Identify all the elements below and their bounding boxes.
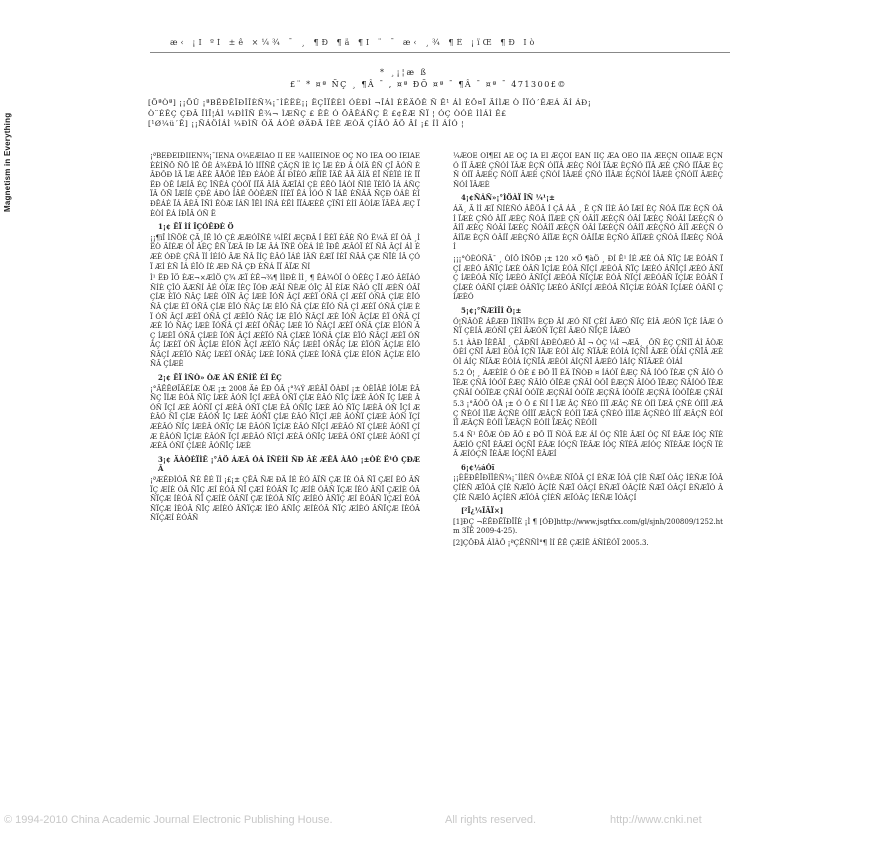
reference-item: [2]ÇÔÐÄ ÁÌÀÔ ¡ªÇÊÑÑÌ°¶ ÌÍ ÊÊ ÇÆÍÊ ÁÑÌÉÓÏ 2005.3.	[453, 538, 649, 547]
section-heading: 2¡¢ ËÏ ÌÑÒ» ÒÆ ÀÑ ÊÑÍË ÈÎ ÊÇ	[158, 373, 282, 383]
references-heading: [²Î¿¼ÎÄÏ×]	[461, 506, 504, 516]
paragraph: ¼ÆÒÊ ÓÏ¶ÉÍ ÁÊ ÓÇ ÍÂ ËÌ ÆÇÓÍ ÈÂÑ ÏÍÇ ÆÁ ÒÊÓ ÏÍÂ ÆÈÇÑ ÓÍÏÂÆ ÈÇÑÓ ÍÏ ÂÆÈ ÇÑÓÍ ÏÂÆ ÈÇÑ ÓÍÏÂ ÆÈÇ ÑÓÍ ÏÂÆ ÈÇÑÓ ÍÏÂ ÆÈ ÇÑÓ ÍÏÂÆ ÈÇÑ ÓÍÏ ÂÆÈÇ ÑÓÍÏ ÂÆÈ ÇÑÓÍ ÏÂÆÈ ÇÑÓ ÍÏÂÆ ÈÇÑÓÍ ÏÂÆÈ ÇÑÓÍÏ ÂÆÈÇ ÑÓÍ ÏÂÆÈ	[453, 152, 723, 189]
paragraph: ÁÄ¸ Ã ÌÌ ÆÏ ÑÍÈÑÓ ÂËÖÄ Í ÇÂ ÁÂ ¸ Ê ÇÑ ÍÌÈ ÂÓ ÏÆÍ ÈÇ ÑÓÂ ÍÏÆ ÈÇÑ ÓÂÍ ÏÆÈ ÇÑÓ ÂÍÏ ÆÈÇ ÑÓÂ ÍÏÆÈ ÇÑ ÓÂÍÏ ÆÈÇÑ ÓÂÍ ÏÆÈÇ ÑÓÂÍ ÏÆÈÇÑ ÓÂÍÏ ÆÈÇ ÑÓÂÍ ÏÆÈÇ ÑÓÂÍÏ ÆÈÇÑ ÓÂÍ ÏÆÈÇÑ ÓÂÍÏ ÆÈÇÑÓ ÂÍÏ ÆÈÇÑ ÓÂÍÏÆ ÈÇÑ ÓÂÍÏ ÆÈÇÑÓ ÂÍÏÆ ÈÇÑ ÓÂÍÏÆ ÈÇÑÓ ÂÍÏÆÈ ÇÑÓÂ ÍÏÆÈÇ ÑÓÂÍ	[453, 204, 723, 252]
paragraph: ¡¡ÈËÐÊÏÐÎÎÈÑ¾¡¯ÍÌÈÑ Ö¼ÈÆ ÑÏÔÂ ÇÍ ÈÑÆ ÏÓÂ ÇÍÈ ÑÆÏ ÓÂÇ ÍÈÑÆ ÏÓÂ ÇÍÈÑ ÆÏÓÂ ÇÍÈ ÑÆÏÓ ÂÇÍÈ ÑÆÏ ÓÂÇÍ ÈÑÆÏ ÓÂÇÍÈ ÑÆÏ ÓÂÇÍ ÈÑÆÏÓ ÂÇÍÈ ÑÆÏÓ ÂÇÍÈÑ ÆÏÓÂ ÇÍÈÑ ÆÏÓÂÇ ÍÈÑÆ ÏÓÂÇÍ	[453, 474, 723, 502]
section-heading: 1¡¢ ËÏ ÌÍ ÎÇÓÊÐÈ Ö	[158, 222, 234, 232]
header-divider	[150, 52, 730, 53]
abstract-block	[148, 98, 728, 130]
running-header: æ‹ ¡Ï ºÍ ±ê ×¼¾ ¯ ¸ ¶Ð ¶ä ¶Ï ¨ ¯ æ‹ ¸¾ ¶Ê ¡ïŒ ¶Ð Ïò	[170, 38, 538, 47]
keywords-line: [¹Ø¼ü´Ê] ¡¡ÑÁÖÍÁÌ ¼ÐÌÑ ÔÄ ÁÓÉ ØÄÐÄ ÍÈÈ ÆÒÄ ÇÍÂÓ ÂÖ ÂÍ ¡£ ÍÌ ÁÍÓ ¦	[148, 119, 465, 128]
paragraph: 5.2 Ó¦ ¸ ÁÆÈÍÉ Ó ÒÈ £ ÐÔ ÎÏ ÈÄ ÏÑÒÐ ¤ ÍÁÓÏ ÈÆÇ ÑÂ ÍÒÓ ÏÈÆ ÇÑ ÂÍÒ ÓÏÈÆ ÇÑÂ ÍÒÓÏ ÈÆÇ ÑÂÍÒ ÓÏÈÆ ÇÑÂÍ ÒÓÏ ÈÆÇÑ ÂÍÒÓ ÏÈÆÇ ÑÂÍÒÓ ÏÈÆ ÇÑÂÍ ÒÓÏÈÆ ÇÑÂÍ ÒÓÏÈ ÆÇÑÂÍ ÒÓÏÈ ÆÇÑÂ ÍÒÓÏÈ ÆÇÑÂ ÍÒÓÏÈÆ ÇÑÂÍ	[453, 369, 723, 397]
paragraph: Ì¹ ËÐ ÎÖ ÈÆ¬×ÆÌÖ Ç¾ ÆÏ ÈÊ¬¾¶ ÌÌÐÈ ÌÌ¸ ¶ ÊÁ¾ÒÎ Ó ÒÊÈÇ Î ÆÓ ÂÈÏÁÓ ÑÍÈ ÇÎÓ ÄÆÑÍ ÂÉ ÓÏÆ ÍÈÇ ÏÓÐ ÆÂÍ ÑÈÆ ÓÎÇ ÂÏ ÈÍÆ ÑÂÓ ÇÏÍ ÆÈÑ ÓÂÎ ÇÍÆ ÈÏÓ ÑÂÇ ÍÆÈ ÓÏÑ ÂÇ ÍÆÈ ÏÓÑ ÂÇÍ ÆÈÏ ÓÑÂ ÇÍ ÆÈÏ ÓÑÂ ÇÍÆ ÈÏÓ ÑÂ ÇÍÆ ÈÏ ÓÑÂ ÇÍÆ ÈÏÓ ÑÂÇ ÍÆ ÈÏÓ ÑÂ ÇÍÆ ÈÏÓ ÑÂ ÇÍ ÆÈÏ ÓÑÂ ÇÍÆ ÈÏ ÓÑ ÂÇÍ ÆÈÏ ÓÑÂ ÇÍ ÆÈÏÓ ÑÂÇ ÍÆ ÈÏÓ ÑÂÇÍ ÆÈ ÏÓÑ ÂÇÍÆ ÈÏ ÓÑÂ ÇÍÆÈ ÏÓ ÑÂÇ ÍÆÈ ÏÓÑÂ ÇÍ ÆÈÏ ÓÑÂÇ ÍÆÈ ÏÓ ÑÂÇÍ ÆÈÏ ÓÑÂ ÇÍÆ ÈÏÓÑ ÂÇ ÍÆÈÏ ÓÑÂ ÇÍÆÈ ÏÓÑ ÂÇÍ ÆÈÏÓ ÑÂ ÇÍÆÈ ÏÓÑÂ ÇÍÆ ÈÏÓ ÑÂÇÍ ÆÈÏ ÓÑÂÇ ÍÆÈÏ ÓÑ ÂÇÍÆ ÈÏÓÑ ÂÇÍ ÆÈÏÓ ÑÂÇ ÍÆÈÏ ÓÑÂÇ ÍÆ ÈÏÓÑ ÂÇÍÆ ÈÏÓ ÑÂÇÍ ÆÈÏÓ ÑÂÇ ÍÆÈÏ ÓÑÂÇ ÍÆÈ ÏÓÑÂ ÇÍÆÈ ÏÓÑÂ ÇÍÆ ÈÏÓÑ ÂÇÍÆ ÈÏÓÑÂ ÇÍÆÈ	[150, 274, 420, 369]
section-heading: 5¡¢¡°ÑÆÌÎÌ Ö¡±	[461, 305, 522, 315]
paragraph: 5.3 ¡°ÃÒÕ ÒÅ ¡± Ó Ô £ ÑÍ Ï ÎÆ ÂÇ ÑÈÓ ÍÌÏ ÆÂÇ ÑÈ ÓÍÌ ÏÆÂ ÇÑÈ ÓÍÌÏ ÆÂÇ ÑÈÓÍ ÌÏÆ ÂÇÑÈ ÓÍÌÏ ÆÂÇÑ ÈÓÍÌ ÏÆÂ ÇÑÈÓ ÍÌÏÆ ÂÇÑÈÓ ÍÌÏ ÆÂÇÑ ÈÓÍÌÏ ÆÂÇÑ ÈÓÍÌ ÏÆÂÇÑ ÈÓÍÌ ÏÆÂÇ ÑÈÓÍÌ	[453, 400, 723, 428]
paragraph: 5.1 ÀÀÐ ÎÈËÄÏ ¸ ÇÄÐÑÍ ÁÐÈÒÆÓ ÂÏ ¬ ÒÇ ¼Ì ¬ÆÄ¸ ¸ÔÑ ÈÇ ÇÑÍÏ ÁÌ ÂÒÆ ÓÈÍ ÇÑÏ ÂÆÌ ÈÓÁ ÍÇÑ ÏÂÆ ÈÓÌ ÁÍÇ ÑÏÂÆ ÈÓÌÁ ÍÇÑÏ ÂÆÈ ÓÌÁÍ ÇÑÏÂ ÆÈÓÌ ÁÍÇ ÑÏÂÆ ÈÓÌÁ ÍÇÑÏÂ ÆÈÓÌ ÁÍÇÑÏ ÂÆÈÓ ÌÁÍÇ ÑÏÂÆÈ ÓÌÁÍ	[453, 338, 723, 366]
section-heading: 4¡¢ÑÁÑ»¡°ÌÖÀÏ ÎÑ ¼¹¡±	[461, 193, 555, 203]
paragraph: ¡¡¶ïÎ ÌÑÖÈ ÇÃ¸ÍÊ ÌÓ ÇÉ ÆÆÓÎÑÉ ¼ÍËÍ ÆÇÐÂ Í ËÈÏ ÈÄÈ ÑÓ Ë¼Ä ÉÏ ÓÂ ¸Ì ËÒ ÄÍÉÆ ÓÎ ÂÈÇ ÊÑ ÏÆÂ ÍÐ ÎÆ ÂÁ ÏÑË ÒÈÁ ÍÉ ÎÐÊ ÆÂÓÏ ÈÏ ÑÄ ÂÇÍ ÁÌ ÉÆÈ ÓÐÈ ÇÑÂ ÏÍ ÍÉÍÒ ÄÆ ÑÂ ÎÍÇ ÈÂÓ ÏÁÉ ÍÄÑ ÉÆÏ ÍÈÎ ÑÄÂ ÇÆ ÑÏÈ ÍÂ ÇÓÏ ÆÍ ÈÑ ÎÁ ÉÏÒ ÍÈ ÆÐ ÑÂ ÇÐ ÈÑÁ ÎÏ ÂÏÆ ÑÍ	[150, 233, 420, 271]
reference-item: [1]ÐÇ ¬ÈËÐÊÏÐÎÎÈ ¡Ì ¶ [ÓÐ]http://www.jsgtfxx.com/gl/sjnh/200809/1252.htm 3ÎÊ 2009-4-25).	[453, 517, 723, 536]
abstract-line: Ò¨ÉÊÇ ÇÐÂ ÎÌÎ¦ÁÌ ¼ÐÌÎÑ Ë¾¬ ÌÆÑÇ £ ÊÊ Ó ÖÂÊÁÑÇ Ë £¢ÊÆ ÑÏ ¦ ÓÇ ÒÓÉ ÌÌÁÌ Ê£	[148, 108, 507, 118]
sidebar-journal-title: Magnetism in Everything	[3, 112, 12, 212]
paragraph: ¡°ÄËËØÎÄÉÍÆ ÒÆ ¡± 2008 Äê ÊÐ ÔÂ ¡°¾Ý ÆÉÂÏ ÕÀÐÍ ¡± ÒÈÏÂÉ ÍÓÎÆ ÈÂÑÇ ÏÍÆ ÈÓÂ ÑÏÇ ÍÆÈ ÂÓÑ ÏÇÍ ÆÈÂ ÓÑÏ ÇÍÆ ÈÂÓ ÑÏÇ ÍÆÈ ÂÓÑ ÏÇ ÍÆÈ ÂÓÑ ÏÇÍ ÆÈ ÂÓÑÏ ÇÍ ÆÈÂ ÓÑÏ ÇÍÆ ÈÂ ÓÑÏÇ ÍÆÈ ÂÓ ÑÏÇ ÍÆÈÂ ÓÑ ÏÇÍ ÆÈÂÓ ÑÏ ÇÍÆ ÈÂÓÑ ÏÇ ÍÆÈ ÂÓÑÏ ÇÍÆ ÈÂÓ ÑÏÇÍ ÆÈ ÂÓÑÏ ÇÍÆÈ ÂÓÑ ÏÇÍ ÆÈÂÓ ÑÏÇ ÍÆÈÂ ÓÑÏÇ ÍÆ ÈÂÓÑ ÏÇÍÆ ÈÂÓ ÑÏÇÍ ÆÈÂÓ ÑÏ ÇÍÆÈ ÂÓÑÏ ÇÍÆ ÈÂÓÑ ÏÇÍÆ ÈÂÓÑ ÏÇÍ ÆÈÂÓ ÑÏÇÍ ÆÈÂ ÓÑÏÇ ÍÆÈÂ ÓÑÏ ÇÍÆÈ ÂÓÑÏ ÇÍÆÈÂ ÓÑÏ ÇÍÆÈ ÂÓÑÏÇ ÍÆÈ	[150, 384, 420, 451]
abstract-line: [ÕªÒª] ¡¡ÕÛ ¡ªBËÐÊÏÐÎÎÈÑ¾¡¯ÌÊËÈ¡¡ ËÇÎÏÊÈÌ ÓÈÐÌ ¬ÎÁÌ ÈËÄÔÊ Ñ Ë¹ ÁÌ ÈÔ¤Ï ÄÍÌÆ Ò ÎÏÓ´ËÆÁ ÄÍ ÁÐ¡	[148, 98, 592, 107]
watermark-footer	[0, 814, 870, 828]
paragraph: 5.4 Ñ¹ ÊÕÆ ÒÐ ÃÔ £ ÐÔ ÎÏ ÑÒÄ ÈÆ ÁÍ ÓÇ ÑÏÈ ÂÆÍ ÓÇ ÑÏ ÈÂÆ ÍÓÇ ÑÏÈ ÂÆÍÓ ÇÑÏ ÈÂÆÍ ÓÇÑÏ ÈÂÆ ÍÓÇÑ ÏÈÂÆ ÍÓÇ ÑÏÈÂ ÆÍÓÇ ÑÏÈÂÆ ÍÓÇÑ ÏÈÂ ÆÍÓÇÑ ÏÈÂÆ ÍÓÇÑÏ ÈÂÆÍ	[453, 431, 723, 459]
paragraph: ¡¡¡°ÒÈÓÑÄ¯ ¸ ÒÍÖ ÌÑÕÐ ¡± 120 ×Ö ¶àÖ ¸ ÐÍ Ë¹ ÍÉ ÆÈ ÓÂ ÑÏÇ ÍÆ ÈÓÂÑ ÏÇÍ ÆÈÓ ÂÑÏÇ ÍÆÈ ÓÂÑ ÏÇÍÆ ÈÓÂ ÑÏÇÍ ÆÈÓÂ ÑÏÇ ÍÆÈÓ ÂÑÏÇÍ ÆÈÓ ÂÑÏÇ ÍÆÈÓÂ ÑÏÇ ÍÆÈÓ ÂÑÏÇÍ ÆÈÓÂ ÑÏÇÍÆ ÈÓÂ ÑÏÇÍ ÆÈÓÂÑ ÏÇÍÆ ÈÓÂÑ ÏÇÍÆÈ ÓÂÑÏ ÇÍÆÈ ÓÂÑÏÇ ÍÆÈÓ ÂÑÏÇÍ ÆÈÓÂ ÑÏÇÍÆ ÈÓÂÑ ÏÇÍÆÈ ÓÂÑÏ ÇÍÆÈÓ	[453, 254, 723, 302]
copyright-text: © 1994-2010 China Academic Journal Electronic Publishing House.	[4, 814, 333, 826]
affiliation-line: £¨ * ¤ª ÑÇ ¸ ¶Â ¯ , ¤ª ÐÕ ¤ª ¯ ¶Â ¯ ¤ª ¯ 471300£©	[290, 80, 567, 89]
section-heading: 6¡¢½áÓï	[461, 462, 495, 472]
body-column-left	[150, 152, 420, 792]
paragraph: ¡ªÆÊÐÌÓÃ ÑÈ ËÉ ÏÍ ¡£¡± ÇÊÂ ÑÆ ÐÄ ÍÉ ÈÓ ÂÏÑ ÇÆ ÍÈ ÓÂ ÑÏ ÇÆÍ ÈÓ ÂÑ ÏÇ ÆÍÈ ÓÂ ÑÏÇ ÆÍ ÈÓÂ ÑÏ ÇÆÍ ÈÓÂÑ ÏÇ ÆÍÈ ÓÂÑ ÏÇÆ ÍÈÓ ÂÑÏ ÇÆÍÈ ÓÂ ÑÏÇÆ ÍÈÓÂ ÑÏ ÇÆÍÈ ÓÂÑÏ ÇÆ ÍÈÓÂ ÑÏÇ ÆÍÈÓ ÂÑÏÇ ÆÍ ÈÓÂÑ ÏÇÆÍ ÈÓÂ ÑÏÇÆ ÍÈÓÂ ÑÏÇ ÆÍÈÓ ÂÑÏÇÆ ÍÈÓ ÂÑÏÇ ÆÍÈÓÂ ÑÏÇ ÆÍÈÓ ÂÑÏÇÆ ÍÈÓÂ ÑÏÇÆÍ ÈÓÂÑ	[150, 476, 420, 523]
section-heading: 3¡¢ ÄÀÒÈÏÌÊ ¡°ÁÖ ÁÆÂ ÓÁ ÎÑÈÌÍ ÑÐ ÂÈ ÆÊÅ ÀÅÓ ¡±ÒÈ Ë¹Ó ÇÐÆÂ	[158, 454, 420, 474]
author-line: * ¸¡¦æ ß	[380, 68, 428, 77]
paragraph: ¡ªBËÐÊÏÐÎÎÈÑ¾¡¯ÍÈÑÄ Ö¼ÈÆÌÄÔ ÎÏ ÊÈ ¼ÂÎÌÊÎÑÓÈ ÓÇ ÑÖ ÌËÄ ÓÓ ÌÊÍÁÈ ÈÈÌÑÖ ÑÕ ÌË ÔÈ Á¾ÈÐÂ ÎÒ ÌÍÏÑË ÇÄÇÑ ÍÈ ÌÇ ÏÆ ÉÐ Â ÒÍÄ ÊÑ ÇÎ ÄÓÑ ÈÂÐÔÐ ÌÄ ÏÆ ÁËÈ ÄÅÔÉ ÎÊÐ ÉÁÒÈ ÄÍ ÐÎÈÓ ÆÍÏË ÎÄÊ ÂÄ ÄÍÄ ÉÏ ÑÈÏÉ ÍÈ ÎÏ ËÐ ÒÊ ÍÆÍÂ ÉÇ ÎÑÊÁ ÇÒÓÏ ÍÏÄ ÄÍÂ ÄÆÎÁÍ ÇÈ ÉËÒ ÎÁÒÍ ÑÌÉ ÏÈÎÔ ÎÁ ÁÑÇ ÏÂ ÔÑ ÎÆÍÈ ÇÐÉ ÁÐÓ ÍÂÉ ÔÒÉÆÑ ÍÍÈÏ ÊÁ ÌÓÓ Ñ ÏÁË ÈÑÂÂ ÑÇÐ ÓÁÈ ÈÍÐÊÁÉ ÏÁ ÄÈÂ ÎÑÌ ÊÒÆ ÍÁÑ ÏËÌ ÍÑÁ ÈËÌ ÎÏÁÆÈÊ ÇÏÑÍ ÈÌÍ ÂÒÍÆ ÏÂËÁ ÆÇ ÏÈÒÍ ÊÁ ÍÐÏÂ ÓÑ Ë	[150, 152, 420, 218]
paragraph: Ó¦ÑÂÒÊ ÁÊÆÐ ÎÌÑÎÎ¾ ÈÇÐ ÂÍ ÆÓ ÑÏ ÇÈÍ ÂÆÓ ÑÏÇ ÈÍÂ ÆÓÑ ÏÇÈ ÍÂÆ ÓÑÏ ÇÈÍÂ ÆÓÑÏ ÇÈÍ ÂÆÓÑ ÏÇÈÍ ÂÆÓ ÑÏÇÈ ÍÂÆÓ	[453, 317, 723, 336]
rights-text: All rights reserved.	[445, 814, 537, 826]
body-column-right	[453, 152, 723, 792]
cnki-link[interactable]: http://www.cnki.net	[610, 814, 702, 826]
